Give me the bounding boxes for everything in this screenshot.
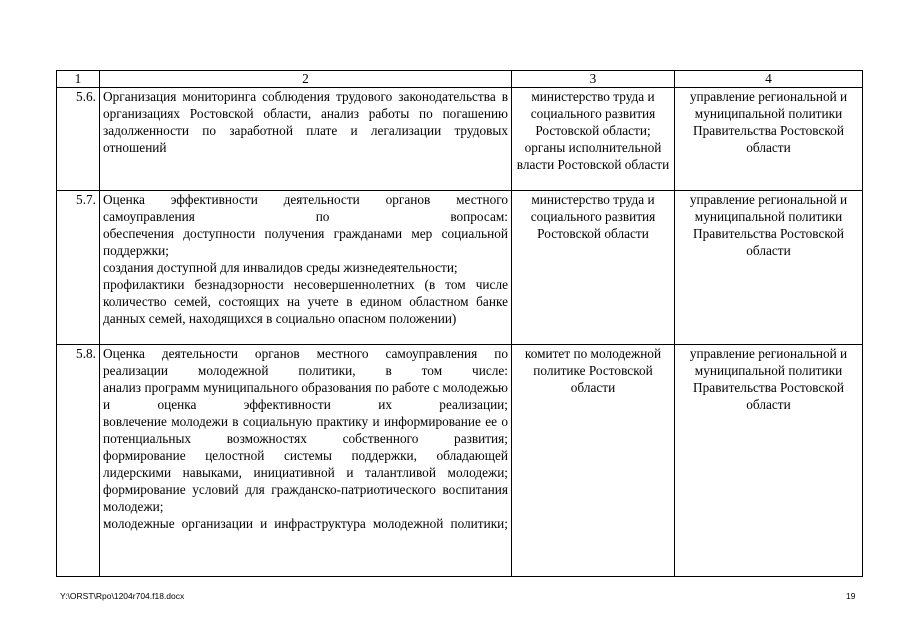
row-number: 5.8. (57, 345, 100, 577)
description-paragraph: формирование условий для гражданско-патриотического воспитания молодежи; (103, 482, 508, 514)
row-description (100, 191, 512, 345)
col-header-1: 1 (57, 71, 100, 88)
table-row (57, 88, 863, 191)
row-executor: комитет по молодежной политике Ростовской области (512, 345, 675, 577)
row-coordinator: управление региональной и муниципальной политики Правительства Ростовской области (675, 191, 863, 345)
description-paragraph: формирование целостной системы поддержки, обладающей лидерскими навыками, инициативной и талантливой молодежи; (103, 448, 508, 480)
description-paragraph: молодежные организации и инфраструктура молодежной политики; (103, 516, 508, 531)
col-header-2: 2 (100, 71, 512, 88)
table-row (57, 191, 863, 345)
description-paragraph: анализ программ муниципального образования по работе с молодежью и оценка эффективности их реализации; (103, 380, 508, 412)
description-paragraph: Организация мониторинга соблюдения трудового законодательства в организациях Ростовской области, анализ работы по погашению задолженности по заработной плате и легализации трудовых отношений (103, 89, 508, 155)
row-executor: министерство труда и социального развития Ростовской области (512, 191, 675, 345)
col-header-4: 4 (675, 71, 863, 88)
table-row (57, 345, 863, 577)
measures-table (56, 70, 863, 577)
row-description (100, 88, 512, 191)
description-paragraph: Оценка эффективности деятельности органов местного самоуправления по вопросам: (103, 192, 508, 224)
row-description (100, 345, 512, 577)
row-coordinator: управление региональной и муниципальной политики Правительства Ростовской области (675, 345, 863, 577)
footer-file-path: Y:\ORST\Rpo\1204r704.f18.docx (60, 591, 185, 601)
col-header-3: 3 (512, 71, 675, 88)
footer-page-number: 19 (846, 591, 856, 601)
description-paragraph: профилактики безнадзорности несовершеннолетних (в том числе количество семей, состоящих на учете в едином областном банке данных семей, находящихся в социально опасном положении) (103, 277, 508, 326)
row-number: 5.7. (57, 191, 100, 345)
description-paragraph: Оценка деятельности органов местного самоуправления по реализации молодежной политики, в том числе: (103, 346, 508, 378)
table-header-row (57, 71, 863, 88)
row-executor: министерство труда и социального развития Ростовской области; органы исполнительной власти Ростовской области (512, 88, 675, 191)
row-coordinator: управление региональной и муниципальной политики Правительства Ростовской области (675, 88, 863, 191)
description-paragraph: обеспечения доступности получения гражданами мер социальной поддержки; (103, 226, 508, 258)
description-paragraph: вовлечение молодежи в социальную практику и информирование ее о потенциальных возможностях собственного развития; (103, 414, 508, 446)
description-paragraph: создания доступной для инвалидов среды жизнедеятельности; (103, 260, 458, 275)
row-number: 5.6. (57, 88, 100, 191)
